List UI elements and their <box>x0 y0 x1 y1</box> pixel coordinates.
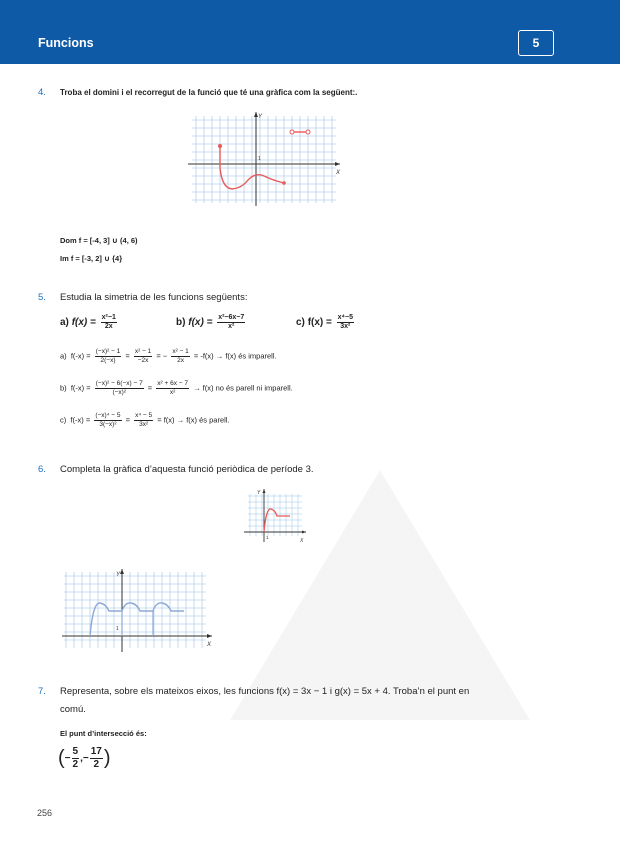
graph4-x-label: X <box>336 170 341 176</box>
exercise-7-statement-line1: Representa, sobre els mateixos eixos, les funcions f(x) = 3x − 1 i g(x) = 5x + 4. Troba’n el punt en <box>60 686 470 697</box>
exercise-5c-solution: c) f(-x) = $\frac{\text{(−x)⁴ − 5}}{\text{3(−x)²}}$ = $\frac{\text{x⁴ − 5}}{\text{3x²}}$ = f(x) → f(x) és parell. <box>60 412 230 428</box>
svg-text:Y: Y <box>116 572 121 578</box>
graph4-y-label: Y <box>258 114 263 120</box>
exercise-5b-solution: b) f(-x) = $\frac{\text{(−x)² − 6(−x) − 7}}{\text{(−x)²}}$ = $\frac{\text{x² + 6x − 7}}{\text{x²}}$ → f(x) no és parell ni imparell. <box>60 380 293 396</box>
exercise-4-statement: Troba el domini i el recorregut de la funció que té una gràfica com la següent:. <box>60 88 358 97</box>
exercise-4-graph <box>186 108 346 208</box>
exercise-5-number: 5. <box>38 292 46 303</box>
exercise-7-statement-line2: comú. <box>60 704 86 715</box>
exercise-5a-solution: a) f(-x) = $\frac{\text{(−x)² − 1}}{2(-x)}$ = $\frac{\text{x² − 1}}{-2x}$ = − $\frac{\text{x² − 1}}{2x}$ = -f(x) → f(x) és imparell. <box>60 348 277 364</box>
exercise-6-small-graph <box>244 486 308 546</box>
svg-text:X: X <box>207 642 212 648</box>
exercise-6-big-graph <box>60 566 220 656</box>
svg-text:1: 1 <box>266 535 269 540</box>
exercise-7-number: 7. <box>38 686 46 697</box>
chapter-title: Funcions <box>38 36 94 50</box>
exercise-5c-function: c) f(x) = $\frac{\text{x⁴−5}}{\text{3x²}}$ <box>296 314 353 330</box>
exercise-4-number: 4. <box>38 87 46 98</box>
exercise-7-intersection-point: (− $\frac{5}{2}$ ,− $\frac{17}{2}$ ) <box>58 746 111 770</box>
page-header <box>0 0 620 64</box>
exercise-4-domain: Dom f = [-4, 3] ∪ (4, 6) <box>60 236 138 245</box>
exercise-4-range: Im f = [-3, 2] ∪ {4} <box>60 254 123 263</box>
svg-text:Y: Y <box>257 490 261 496</box>
exercise-6-number: 6. <box>38 464 46 475</box>
page-number: 256 <box>37 808 53 818</box>
exercise-6-statement: Completa la gràfica d’aquesta funció periòdica de període 3. <box>60 464 314 475</box>
exercise-5b-function: b) f(x) = $\frac{\text{x²−6x−7}}{\text{x²}}$ <box>176 314 245 330</box>
exercise-5a-function: a) f(x) = $\frac{\text{x²−1}}{2x}$ <box>60 314 116 330</box>
graph4-tick: 1 <box>258 156 261 162</box>
unit-number-badge: 5 <box>518 30 554 56</box>
svg-text:1: 1 <box>116 626 119 632</box>
svg-text:X: X <box>300 538 304 544</box>
exercise-5-statement: Estudia la simetria de les funcions següents: <box>60 292 248 303</box>
exercise-7-answer-intro: El punt d’intersecció és: <box>60 729 147 738</box>
